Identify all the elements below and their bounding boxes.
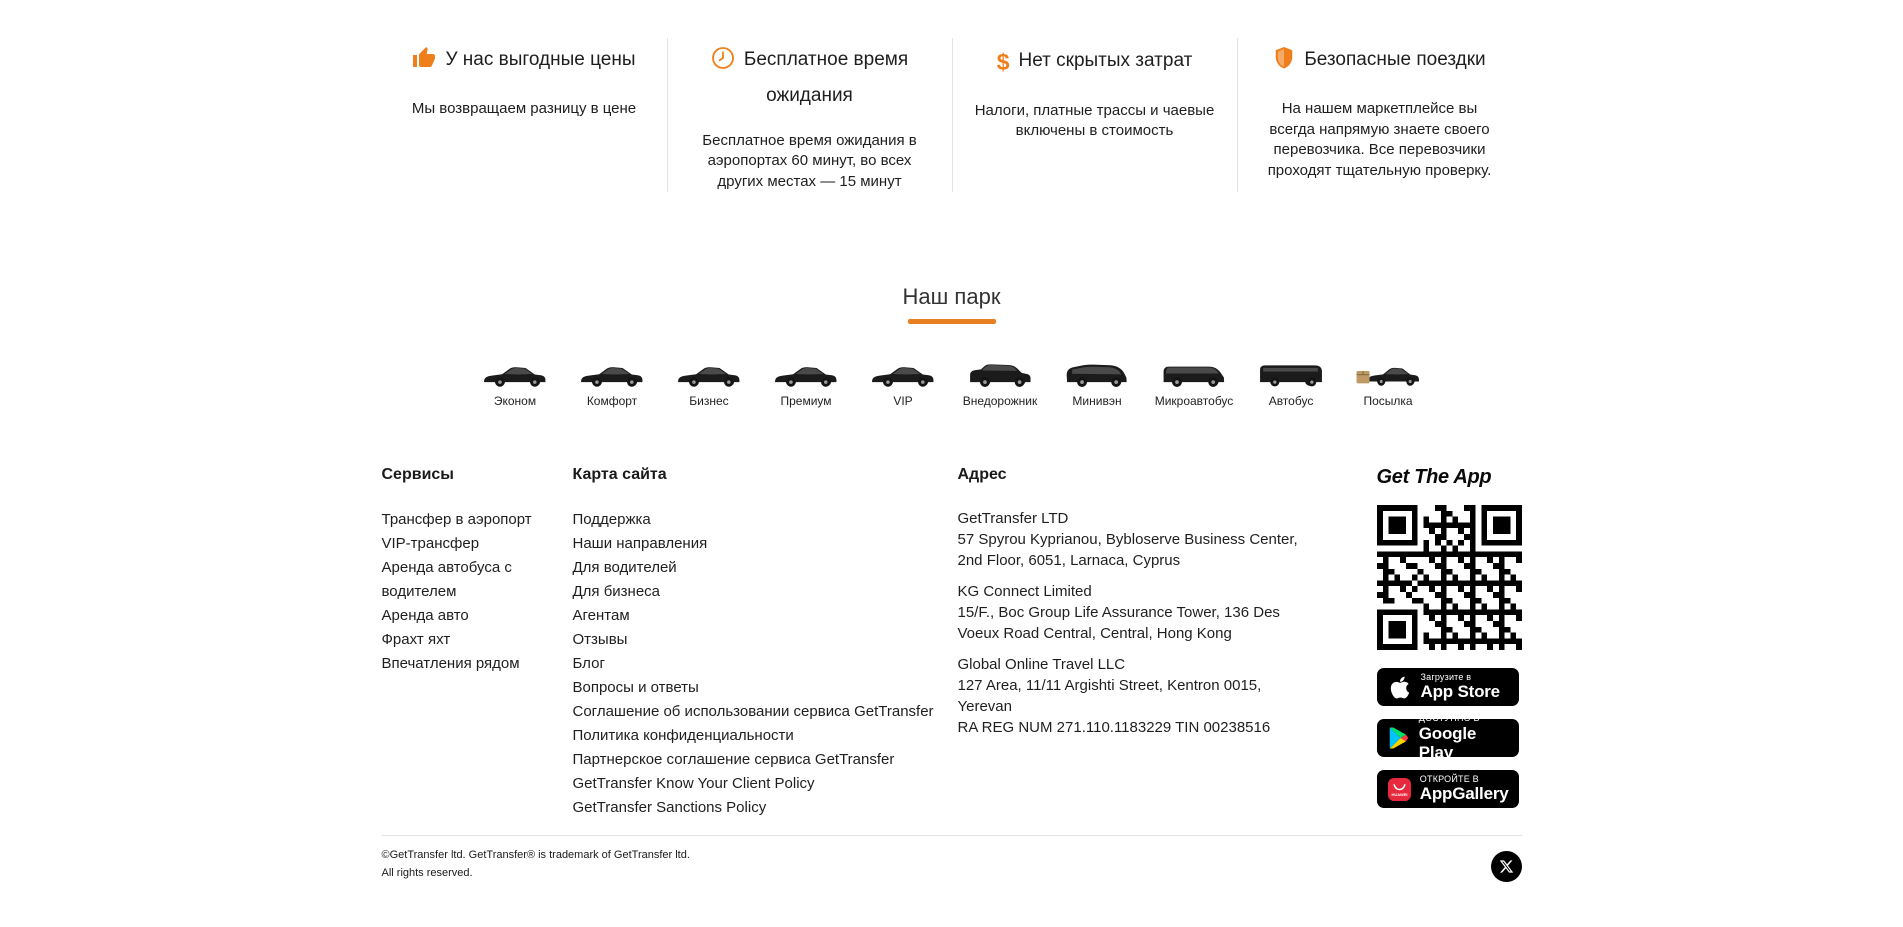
footer-link[interactable]: Поддержка (572, 511, 651, 529)
thumbs-up-icon (412, 46, 436, 80)
fleet-item (952, 362, 1049, 408)
address-entry (958, 581, 1311, 644)
get-the-app-title: Get The App (1376, 466, 1492, 489)
fleet-item (1049, 362, 1146, 408)
app-gallery-badge[interactable] (1377, 770, 1519, 808)
sitemap-column (573, 466, 958, 820)
footer-link[interactable]: Впечатления рядом (381, 655, 520, 673)
fleet-item-label: Внедорожник (962, 394, 1038, 409)
fleet-item (564, 362, 661, 408)
bus-icon (1243, 362, 1340, 389)
page-footer (382, 0, 1522, 883)
clock-icon (711, 46, 735, 80)
address-column (958, 466, 1377, 748)
footer-link[interactable]: Трансфер в аэропорт (381, 511, 532, 529)
footer-link[interactable]: Аренда авто (381, 607, 469, 625)
copyright (382, 846, 690, 882)
footer-link[interactable]: Для бизнеса (572, 583, 661, 601)
footer-link[interactable]: Политика конфиденциальности (572, 727, 794, 745)
fleet-title-underline (908, 319, 996, 324)
benefit-description: Бесплатное время ожидания в аэропортах 60 минут, во всех других местах — 15 минут (702, 131, 917, 190)
benefit-card (667, 38, 952, 192)
suv-icon (952, 362, 1049, 389)
fleet-item-label: Комфорт (586, 394, 638, 409)
badge-store-name: Google Play (1418, 724, 1477, 762)
fleet-item-label: Автобус (1268, 394, 1314, 409)
fleet-item (758, 362, 855, 408)
footer-link[interactable]: Для водителей (572, 559, 677, 577)
vip-car-icon (855, 362, 952, 389)
company-name: GetTransfer LTD (957, 510, 1069, 528)
fleet-item-label: Эконом (493, 394, 537, 409)
benefit-title: Безопасные поездки (1304, 49, 1486, 70)
fleet-item-label: VIP (893, 394, 913, 409)
badge-store-name: App Store (1420, 682, 1500, 702)
footer-link[interactable]: GetTransfer Know Your Client Policy (572, 775, 815, 793)
company-name: KG Connect Limited (957, 583, 1092, 601)
x-twitter-button[interactable] (1491, 851, 1522, 882)
fleet-item-label: Минивэн (1072, 394, 1122, 409)
benefit-title: Бесплатное время ожидания (743, 49, 909, 107)
legal-bar (382, 835, 1522, 882)
footer-link[interactable]: Блог (572, 655, 605, 673)
copyright-line2: All rights reserved. (381, 867, 473, 880)
company-address-line: 15/F., Boc Group Life Assurance Tower, 136 Des Voeux Road Central, Central, Hong Kong (957, 604, 1280, 643)
sitemap-links (573, 508, 958, 820)
badge-caption: ОТКРОЙТЕ В (1419, 773, 1479, 784)
copyright-line1: ©GetTransfer ltd. GetTransfer® is trademark of GetTransfer ltd. (381, 849, 690, 862)
benefit-description: На нашем маркетплейсе вы всегда напрямую знаете своего перевозчика. Все перевозчики проходят тщательную проверку. (1267, 100, 1492, 179)
footer-link[interactable]: Агентам (572, 607, 630, 625)
dollar-icon: $ (996, 49, 1010, 75)
fleet-item (467, 362, 564, 408)
benefit-card (382, 38, 667, 192)
benefit-card (952, 38, 1237, 192)
fleet-row (382, 362, 1522, 408)
app-store-badge[interactable] (1377, 668, 1519, 706)
fleet-item-label: Бизнес (689, 394, 729, 409)
company-address-line: 57 Spyrou Kyprianou, Bybloserve Business Center, 2nd Floor, 6051, Larnaca, Cyprus (957, 531, 1298, 570)
parcel-car-icon (1340, 362, 1437, 389)
fleet-item (855, 362, 952, 408)
economy-car-icon (467, 362, 564, 389)
services-title: Сервисы (381, 466, 454, 484)
footer-link[interactable]: Аренда автобуса с водителем (381, 559, 512, 601)
microbus-icon (1146, 362, 1243, 389)
benefits-row (382, 0, 1522, 192)
business-car-icon (661, 362, 758, 389)
fleet-item-label: Микроавтобус (1154, 394, 1234, 409)
badge-store-name: AppGallery (1419, 784, 1509, 804)
footer-link[interactable]: Наши направления (572, 535, 708, 553)
footer-link[interactable]: VIP-трансфер (381, 535, 480, 553)
fleet-item (661, 362, 758, 408)
badge-caption: Загрузите в (1420, 671, 1472, 682)
minivan-icon (1049, 362, 1146, 389)
fleet-item (1146, 362, 1243, 408)
footer-link[interactable]: Партнерское соглашение сервиса GetTransfer (572, 751, 895, 769)
footer-link[interactable]: GetTransfer Sanctions Policy (572, 799, 767, 817)
x-twitter-icon (1499, 859, 1514, 874)
fleet-item-label: Посылка (1363, 394, 1413, 409)
benefit-card (1237, 38, 1522, 192)
svg-text:HUAWEI: HUAWEI (1391, 792, 1408, 798)
services-links (382, 508, 537, 676)
badge-caption: ДОСТУПНО В (1418, 713, 1480, 724)
fleet-item-label: Премиум (780, 394, 832, 409)
google-play-icon (1387, 726, 1411, 750)
shield-icon (1273, 46, 1295, 80)
app-column (1377, 466, 1522, 821)
fleet-title: Наш парк (902, 284, 1001, 310)
services-column (382, 466, 573, 676)
benefit-description: Налоги, платные трассы и чаевые включены в стоимость (974, 101, 1215, 140)
footer-link[interactable]: Вопросы и ответы (572, 679, 699, 697)
qr-code (1377, 505, 1522, 650)
company-name: Global Online Travel LLC (957, 656, 1126, 674)
fleet-item (1243, 362, 1340, 408)
footer-link[interactable]: Отзывы (572, 631, 628, 649)
footer-link[interactable]: Фрахт яхт (381, 631, 451, 649)
premium-car-icon (758, 362, 855, 389)
sitemap-title: Карта сайта (572, 466, 667, 484)
fleet-item (1340, 362, 1437, 408)
benefit-title: У нас выгодные цены (445, 49, 636, 70)
footer-nav (382, 466, 1522, 821)
address-title: Адрес (957, 466, 1007, 484)
fleet-section (382, 284, 1522, 408)
footer-link[interactable]: Соглашение об использовании сервиса GetTransfer (572, 703, 934, 721)
company-address-line: RA REG NUM 271.110.1183229 TIN 00238516 (957, 719, 1271, 737)
store-badges (1377, 668, 1522, 808)
address-entry (958, 508, 1311, 571)
address-entries (958, 508, 1311, 738)
benefit-description: Мы возвращаем разницу в цене (411, 100, 637, 118)
comfort-car-icon (564, 362, 661, 389)
google-play-badge[interactable] (1377, 713, 1519, 762)
benefit-title: Нет скрытых затрат (1018, 50, 1193, 71)
app-gallery-icon (1387, 777, 1412, 802)
app-store-icon (1387, 675, 1413, 700)
company-address-line: 127 Area, 11/11 Argishti Street, Kentron 0015, Yerevan (957, 677, 1262, 716)
address-entry (958, 654, 1311, 738)
